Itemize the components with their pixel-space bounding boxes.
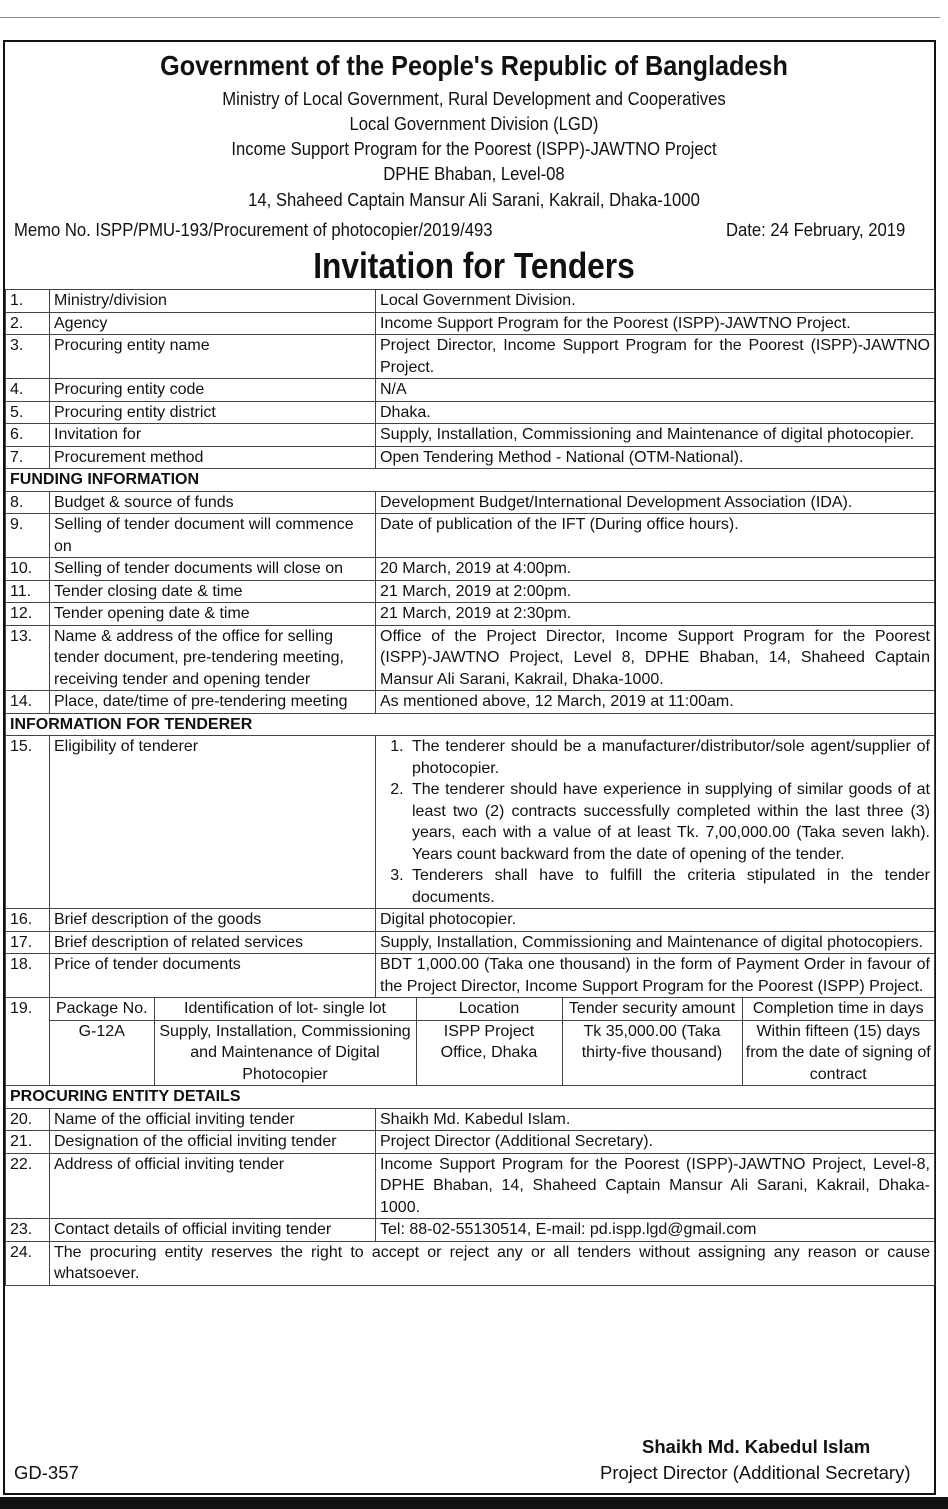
row-number: 18. (6, 954, 50, 998)
table-row (6, 1108, 935, 1131)
row-value: Open Tendering Method - National (OTM-National). (376, 446, 935, 469)
bottom-bar (0, 1497, 948, 1509)
document-title: Invitation for Tenders (313, 245, 635, 286)
row-value: Income Support Program for the Poorest (ISPP)-JAWTNO Project. (376, 312, 935, 335)
row-label: Tender opening date & time (50, 603, 376, 626)
row-value: Development Budget/International Development Association (IDA). (376, 491, 935, 514)
row-number: 6. (6, 424, 50, 447)
building-line: DPHE Bhaban, Level-08 (383, 163, 565, 184)
row-value: BDT 1,000.00 (Taka one thousand) in the form of Payment Order in favour of the Project Director, Income Support Program for the Poorest (ISPP) Project. (376, 954, 935, 998)
package-header: Completion time in days (742, 998, 934, 1020)
tenderer-section-heading: INFORMATION FOR TENDERER (6, 713, 935, 736)
package-cell: ISPP Project Office, Dhaka (416, 1020, 562, 1085)
package-header: Package No. (50, 998, 154, 1020)
row-label: Procuring entity district (50, 401, 376, 424)
funding-section-heading: FUNDING INFORMATION (6, 469, 935, 492)
eligibility-item: 1. The tenderer should be a manufacturer/distributor/sole agent/supplier of photocopier. (408, 736, 930, 779)
row-number: 16. (6, 909, 50, 932)
row-value: Project Director, Income Support Program for the Poorest (ISPP)-JAWTNO Project. (376, 335, 935, 379)
package-cell: Supply, Installation, Commissioning and Maintenance of Digital Photocopier (154, 1020, 416, 1085)
section-row (6, 469, 935, 492)
gd-code: GD-357 (14, 1462, 79, 1483)
row-number: 21. (6, 1131, 50, 1154)
row-value: 21 March, 2019 at 2:00pm. (376, 580, 935, 603)
row-number: 24. (6, 1241, 50, 1285)
table-row (6, 401, 935, 424)
row-label: Eligibility of tenderer (50, 736, 376, 909)
table-row (6, 736, 935, 909)
row-number: 13. (6, 625, 50, 691)
row-value: Supply, Installation, Commissioning and Maintenance of digital photocopiers. (376, 931, 935, 954)
row-value: Digital photocopier. (376, 909, 935, 932)
table-row (6, 379, 935, 402)
row-value: 21 March, 2019 at 2:30pm. (376, 603, 935, 626)
row-number: 22. (6, 1153, 50, 1219)
row-number: 20. (6, 1108, 50, 1131)
table-row (6, 491, 935, 514)
row-value: Supply, Installation, Commissioning and Maintenance of digital photocopier. (376, 424, 935, 447)
row-label: Procurement method (50, 446, 376, 469)
row-value: Dhaka. (376, 401, 935, 424)
section-row (6, 1086, 935, 1109)
government-title: Government of the People's Republic of Bangladesh (160, 50, 788, 81)
table-row (6, 335, 935, 379)
row-value: As mentioned above, 12 March, 2019 at 11:00am. (376, 691, 935, 714)
row-value: N/A (376, 379, 935, 402)
eligibility-list-cell (376, 736, 935, 909)
row-value: Date of publication of the IFT (During office hours). (376, 514, 935, 558)
row-value: 20 March, 2019 at 4:00pm. (376, 558, 935, 581)
row-value: Project Director (Additional Secretary). (376, 1131, 935, 1154)
row-value: Tel: 88-02-55130514, E-mail: pd.ispp.lgd@gmail.com (376, 1219, 935, 1242)
row-number: 12. (6, 603, 50, 626)
row-value: Local Government Division. (376, 290, 935, 313)
table-row (6, 1219, 935, 1242)
row-label: Designation of the official inviting tender (50, 1131, 376, 1154)
section-row (6, 713, 935, 736)
package-header: Identification of lot- single lot (154, 998, 416, 1020)
ministry-line: Ministry of Local Government, Rural Development and Cooperatives (222, 88, 726, 109)
division-line: Local Government Division (LGD) (349, 113, 599, 134)
row-value: Income Support Program for the Poorest (ISPP)-JAWTNO Project, Level-8, DPHE Bhaban, 14, Shaheed Captain Mansur Ali Sarani, Kakrail, Dhaka-1000. (376, 1153, 935, 1219)
eligibility-item: 2. The tenderer should have experience in supplying of similar goods of at least two (2) contracts successfully completed within the last three (3) years, each with a value of at least Tk. 7,00,000.00 (Taka seven lakh). Years count backward from the date of opening of the tender. (408, 779, 930, 865)
row-label: Procuring entity code (50, 379, 376, 402)
memo-date: Date: 24 February, 2019 (726, 219, 906, 240)
row-value: Shaikh Md. Kabedul Islam. (376, 1108, 935, 1131)
reservation-note: The procuring entity reserves the right to accept or reject any or all tenders without assigning any reason or cause whatsoever. (50, 1241, 935, 1285)
row-label: Contact details of official inviting tender (50, 1219, 376, 1242)
row-number: 4. (6, 379, 50, 402)
table-row (6, 625, 935, 691)
package-cell: Tk 35,000.00 (Taka thirty-five thousand) (562, 1020, 742, 1085)
tender-table (5, 289, 935, 1286)
row-number: 8. (6, 491, 50, 514)
signatory-title: Project Director (Additional Secretary) (600, 1462, 911, 1483)
row-label: Name of the official inviting tender (50, 1108, 376, 1131)
project-line: Income Support Program for the Poorest (ISPP)-JAWTNO Project (231, 138, 717, 159)
table-row (6, 1153, 935, 1219)
row-number: 7. (6, 446, 50, 469)
table-row (6, 312, 935, 335)
row-label: Address of official inviting tender (50, 1153, 376, 1219)
row-number: 5. (6, 401, 50, 424)
row-label: Price of tender documents (50, 954, 376, 998)
row-number: 3. (6, 335, 50, 379)
row-label: Brief description of related services (50, 931, 376, 954)
memo-number: Memo No. ISPP/PMU-193/Procurement of photocopier/2019/493 (14, 219, 493, 240)
package-header-row (50, 998, 934, 1020)
row-number: 14. (6, 691, 50, 714)
package-table (50, 998, 934, 1085)
table-row (6, 691, 935, 714)
table-row (6, 1241, 935, 1285)
row-label: Brief description of the goods (50, 909, 376, 932)
row-label: Name & address of the office for selling tender document, pre-tendering meeting, receiving tender and opening tender (50, 625, 376, 691)
package-header: Tender security amount (562, 998, 742, 1020)
row-number: 23. (6, 1219, 50, 1242)
row-label: Selling of tender document will commence on (50, 514, 376, 558)
row-number: 2. (6, 312, 50, 335)
table-row (6, 580, 935, 603)
row-number: 1. (6, 290, 50, 313)
package-data-row (50, 1020, 934, 1085)
table-row (6, 603, 935, 626)
table-row (6, 931, 935, 954)
table-row (6, 558, 935, 581)
table-row (6, 998, 935, 1086)
table-row (6, 1131, 935, 1154)
signatory-name: Shaikh Md. Kabedul Islam (642, 1436, 871, 1457)
row-label: Agency (50, 312, 376, 335)
eligibility-item: 3. Tenderers shall have to fulfill the criteria stipulated in the tender documents. (408, 865, 930, 908)
row-label: Tender closing date & time (50, 580, 376, 603)
row-number: 9. (6, 514, 50, 558)
eligibility-list (380, 736, 930, 908)
entity-section-heading: PROCURING ENTITY DETAILS (6, 1086, 935, 1109)
table-row (6, 424, 935, 447)
package-header: Location (416, 998, 562, 1020)
row-label: Invitation for (50, 424, 376, 447)
table-row (6, 290, 935, 313)
table-row (6, 514, 935, 558)
address-line: 14, Shaheed Captain Mansur Ali Sarani, Kakrail, Dhaka-1000 (248, 189, 700, 210)
table-row (6, 909, 935, 932)
row-label: Selling of tender documents will close on (50, 558, 376, 581)
package-cell: G-12A (50, 1020, 154, 1085)
package-cell: Within fifteen (15) days from the date of signing of contract (742, 1020, 934, 1085)
row-label: Ministry/division (50, 290, 376, 313)
row-value: Office of the Project Director, Income Support Program for the Poorest (ISPP)-JAWTNO Project, Level 8, DPHE Bhaban, 14, Shaheed Captain Mansur Ali Sarani, Kakrail, Dhaka-1000. (376, 625, 935, 691)
row-number: 11. (6, 580, 50, 603)
row-number: 19. (6, 998, 50, 1086)
package-table-cell (50, 998, 935, 1086)
row-number: 17. (6, 931, 50, 954)
top-rule (0, 17, 940, 18)
row-number: 15. (6, 736, 50, 909)
row-label: Budget & source of funds (50, 491, 376, 514)
row-number: 10. (6, 558, 50, 581)
table-row (6, 446, 935, 469)
row-label: Procuring entity name (50, 335, 376, 379)
table-row (6, 954, 935, 998)
row-label: Place, date/time of pre-tendering meeting (50, 691, 376, 714)
